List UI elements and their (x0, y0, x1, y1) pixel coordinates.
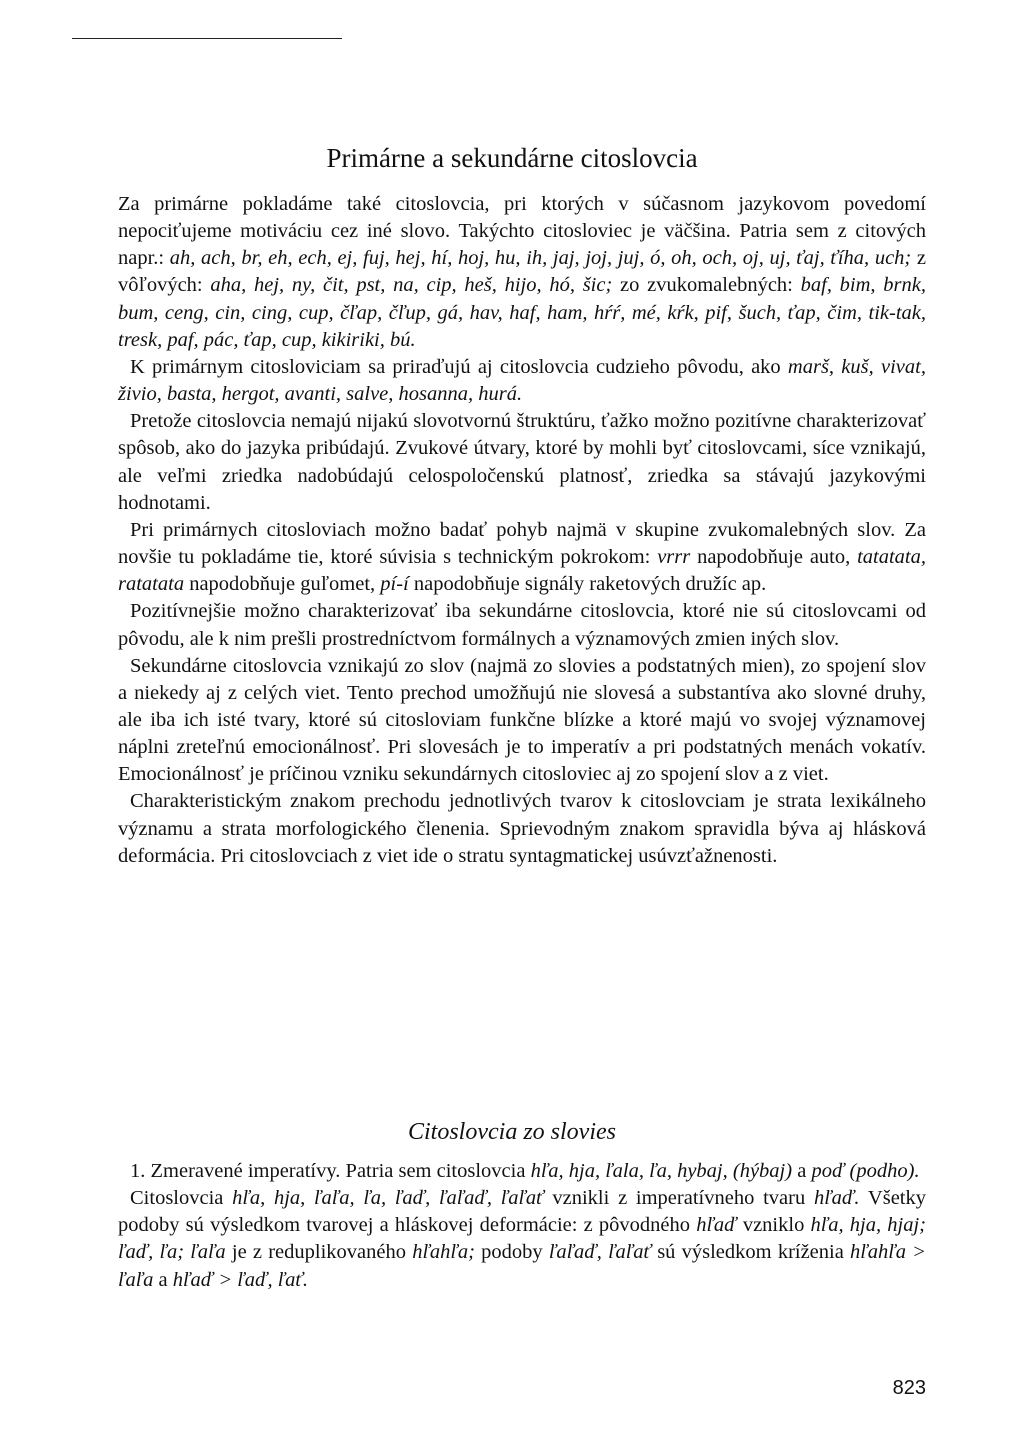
example-words: marš, kuš, vivat, živio, basta, hergot, avanti, salve, hosanna, hurá. (118, 355, 926, 406)
text-run: 1. Zmeravené imperatívy. Patria sem citoslovcia (130, 1160, 531, 1182)
paragraph-onomatopoeic (118, 517, 926, 598)
text-run: Za primárne pokladáme také citoslovcia, pri ktorých v súčasnom jazykovom povedomí nepociťujeme motiváciu cez iné slovo. Takýchto citosloviec je väčšina. Patria sem z citových napr.: (118, 193, 926, 270)
paragraph-imperatives (118, 1158, 926, 1185)
example-words: baf, bim, brnk, bum, ceng, cin, cing, cup, čľap, čľup, gá, hav, haf, ham, hŕŕ, mé, kŕk, pif, šuch, ťap, čim, tik-tak, tresk, paf, pác, ťap, cup, kikiriki, bú. (118, 274, 927, 351)
text-run: a (153, 1268, 173, 1291)
text-run: vznikli z imperatívneho tvaru (543, 1187, 814, 1210)
example-words: ah, ach, br, eh, ech, ej, fuj, hej, hí, hoj, hu, ih, jaj, joj, juj, ó, oh, och, oj, uj, ťaj, ťíha, uch; (169, 247, 912, 270)
top-rule (72, 38, 342, 39)
example-words: hľaď. (813, 1187, 860, 1210)
paragraph-foreign-origin (118, 354, 926, 408)
text-run: je z reduplikovaného (225, 1241, 413, 1264)
example-words: aha, hej, ny, čit, pst, na, cip, heš, hijo, hó, šic; (210, 274, 613, 297)
text-run: Pozitívnejšie možno charakterizovať iba sekundárne citoslovcia, ktoré nie sú citoslovcami od pôvodu, ale k nim prešli prostredníctvom formálnych a významových zmien iných slov. (118, 600, 926, 650)
text-run: Všetky podoby sú výsledkom tvarovej a hláskovej deformácie: z pôvodného (118, 1187, 926, 1237)
text-run: podoby (474, 1241, 549, 1264)
example-words: pí-í (380, 573, 409, 596)
text-run: Citoslovcia (130, 1187, 233, 1210)
page-number: 823 (892, 1377, 926, 1399)
example-words: ľaľaď, ľaľať (548, 1241, 651, 1264)
example-words: vrrr (657, 546, 691, 569)
example-words: hľahľa; (412, 1241, 475, 1264)
example-words: hľaď > ľaď, ľať. (172, 1268, 309, 1291)
section-heading: Citoslovcia zo slovies (408, 1119, 616, 1145)
paragraph-characteristic-sign (118, 788, 926, 869)
text-run: napodobňuje guľomet, (184, 573, 381, 596)
text-run: Sekundárne citoslovcia vznikajú zo slov (najmä zo slovies a podstatných mien), zo spojení slov a niekedy aj z celých viet. Tento prechod umožňujú nie slovesá a substantíva ako slovné druhy, ale iba ich isté tvary, ktoré sú citosloviam funkčne blízke a ktoré majú vo svojej významovej náplni zreteľnú emocionálnosť. Pri slovesách je to imperatív a pri podstatných menách vokatív. Emocionálnosť je príčinou vzniku sekundárnych citosloviec aj zo spojení slov a z viet. (118, 654, 926, 786)
example-words: hľa, hja, hjaj; ľaď, ľa; ľaľa (118, 1214, 926, 1264)
text-run: a (792, 1160, 812, 1182)
example-words: poď (podho). (811, 1160, 920, 1182)
example-words: hľa, hja, ľaľa, ľa, ľaď, ľaľaď, ľaľať (232, 1187, 544, 1210)
text-run: vzniklo (736, 1214, 811, 1237)
body-text (118, 191, 926, 870)
text-run: zo zvukomalebných: (612, 274, 801, 297)
text-run: Pretože citoslovcia nemajú nijakú slovotvornú štruktúru, ťažko možno pozitívne charakterizovať spôsob, ako do jazyka pribúdajú. Zvukové útvary, ktoré by mohli byť citoslovcami, síce vznikajú, ale veľmi zriedka nadobúdajú celospoločenskú platnosť, zriedka sa stávajú jazykovými hodnotami. (118, 410, 926, 514)
text-run: K primárnym citosloviciam sa priraďujú aj citoslovcia cudzieho pôvodu, ako (130, 355, 788, 378)
example-words: hľaď (696, 1214, 737, 1237)
text-run: napodobňuje auto, (690, 546, 858, 569)
text-run: sú výsledkom kríženia (650, 1241, 851, 1264)
section-text (118, 1158, 926, 1294)
text-run: z vôľových: (118, 247, 926, 297)
paragraph-secondary-origin (118, 653, 926, 789)
paragraph-hlad-forms (118, 1185, 926, 1294)
example-words: tatatata, ratatata (118, 546, 926, 596)
paragraph-no-structure (118, 408, 926, 517)
example-words: hľahľa > ľaľa (118, 1241, 927, 1291)
page-title: Primárne a sekundárne citoslovcia (326, 143, 698, 173)
text-run: napodobňuje signály raketových družíc ap. (408, 573, 767, 596)
text-run: Pri primárnych citosloviach možno badať pohyb najmä v skupine zvukomalebných slov. Za novšie tu pokladáme tie, ktoré súvisia s technickým pokrokom: (118, 518, 926, 569)
example-words: hľa, hja, ľala, ľa, hybaj, (hýbaj) (530, 1160, 793, 1182)
paragraph-primary-interjections (118, 191, 926, 354)
text-run: Charakteristickým znakom prechodu jednotlivých tvarov k citoslovciam je strata lexikálneho významu a strata morfologického členenia. Sprievodným znakom spravidla býva aj hlásková deformácia. Pri citoslovciach z viet ide o stratu syntagmatickej usúvzťažnenosti. (118, 790, 926, 867)
paragraph-secondary-intro (118, 598, 926, 652)
